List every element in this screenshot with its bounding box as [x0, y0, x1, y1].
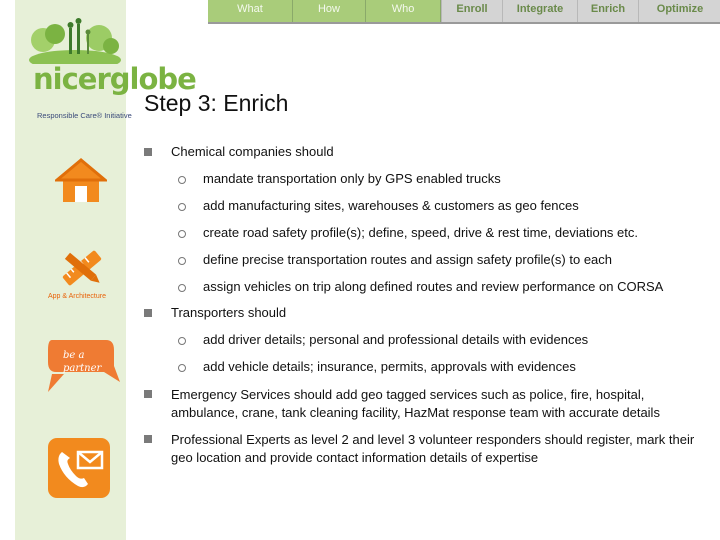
tab-what[interactable]: What — [208, 0, 293, 22]
sub-list-item: add driver details; personal and professional details with evidences — [203, 332, 589, 347]
phone-mail-icon[interactable] — [48, 438, 110, 498]
bullet-circle — [178, 284, 186, 292]
tab-optimize[interactable]: Optimize — [638, 0, 720, 22]
home-icon[interactable] — [55, 158, 107, 204]
sub-list-item: assign vehicles on trip along defined routes and review performance on CORSA — [203, 279, 664, 294]
bullet-circle — [178, 230, 186, 238]
tab-how[interactable]: How — [293, 0, 366, 22]
slide-title: Step 3: Enrich — [144, 90, 289, 116]
bullet-square — [144, 390, 152, 398]
sub-list-item: mandate transportation only by GPS enabled trucks — [203, 171, 501, 186]
list-item: Emergency Services should add geo tagged services such as police, fire, hospital, ambulance, crane, tank cleaning facility, HazMat response team with accurate details — [171, 387, 660, 420]
top-nav-tabs — [208, 0, 720, 24]
bullet-circle — [178, 203, 186, 211]
sub-list-item: define precise transportation routes and assign safety profile(s) to each — [203, 252, 613, 267]
logo-tagline: Responsible Care® Initiative — [37, 111, 132, 120]
bullet-square — [144, 148, 152, 156]
sub-list-item: add vehicle details; insurance, permits, approvals with evidences — [203, 359, 576, 374]
bullet-circle — [178, 257, 186, 265]
globe-tree-logo-icon — [25, 14, 125, 64]
tab-enroll[interactable]: Enroll — [441, 0, 502, 22]
bullet-square — [144, 309, 152, 317]
pencil-ruler-icon[interactable] — [57, 244, 107, 292]
tab-enrich[interactable]: Enrich — [577, 0, 638, 22]
list-item: Professional Experts as level 2 and level 3 volunteer responders should register, mark their geo location and provide contact information details of expertise — [171, 432, 695, 465]
bullet-circle — [178, 337, 186, 345]
bullet-square — [144, 435, 152, 443]
logo-wordmark: nicerglobe — [33, 62, 196, 96]
tab-integrate[interactable]: Integrate — [502, 0, 577, 22]
left-sidebar — [15, 0, 196, 540]
bullet-circle — [178, 364, 186, 372]
tools-label: App & Architecture — [48, 293, 106, 300]
list-item: Chemical companies should — [171, 144, 334, 159]
sub-list-item: create road safety profile(s); define, speed, drive & rest time, deviations etc. — [203, 225, 638, 240]
sub-list-item: add manufacturing sites, warehouses & customers as geo fences — [203, 198, 579, 213]
bullet-circle — [178, 176, 186, 184]
partner-text: be a partner — [63, 350, 102, 374]
list-item: Transporters should — [171, 305, 287, 320]
tab-who[interactable]: Who — [366, 0, 441, 22]
